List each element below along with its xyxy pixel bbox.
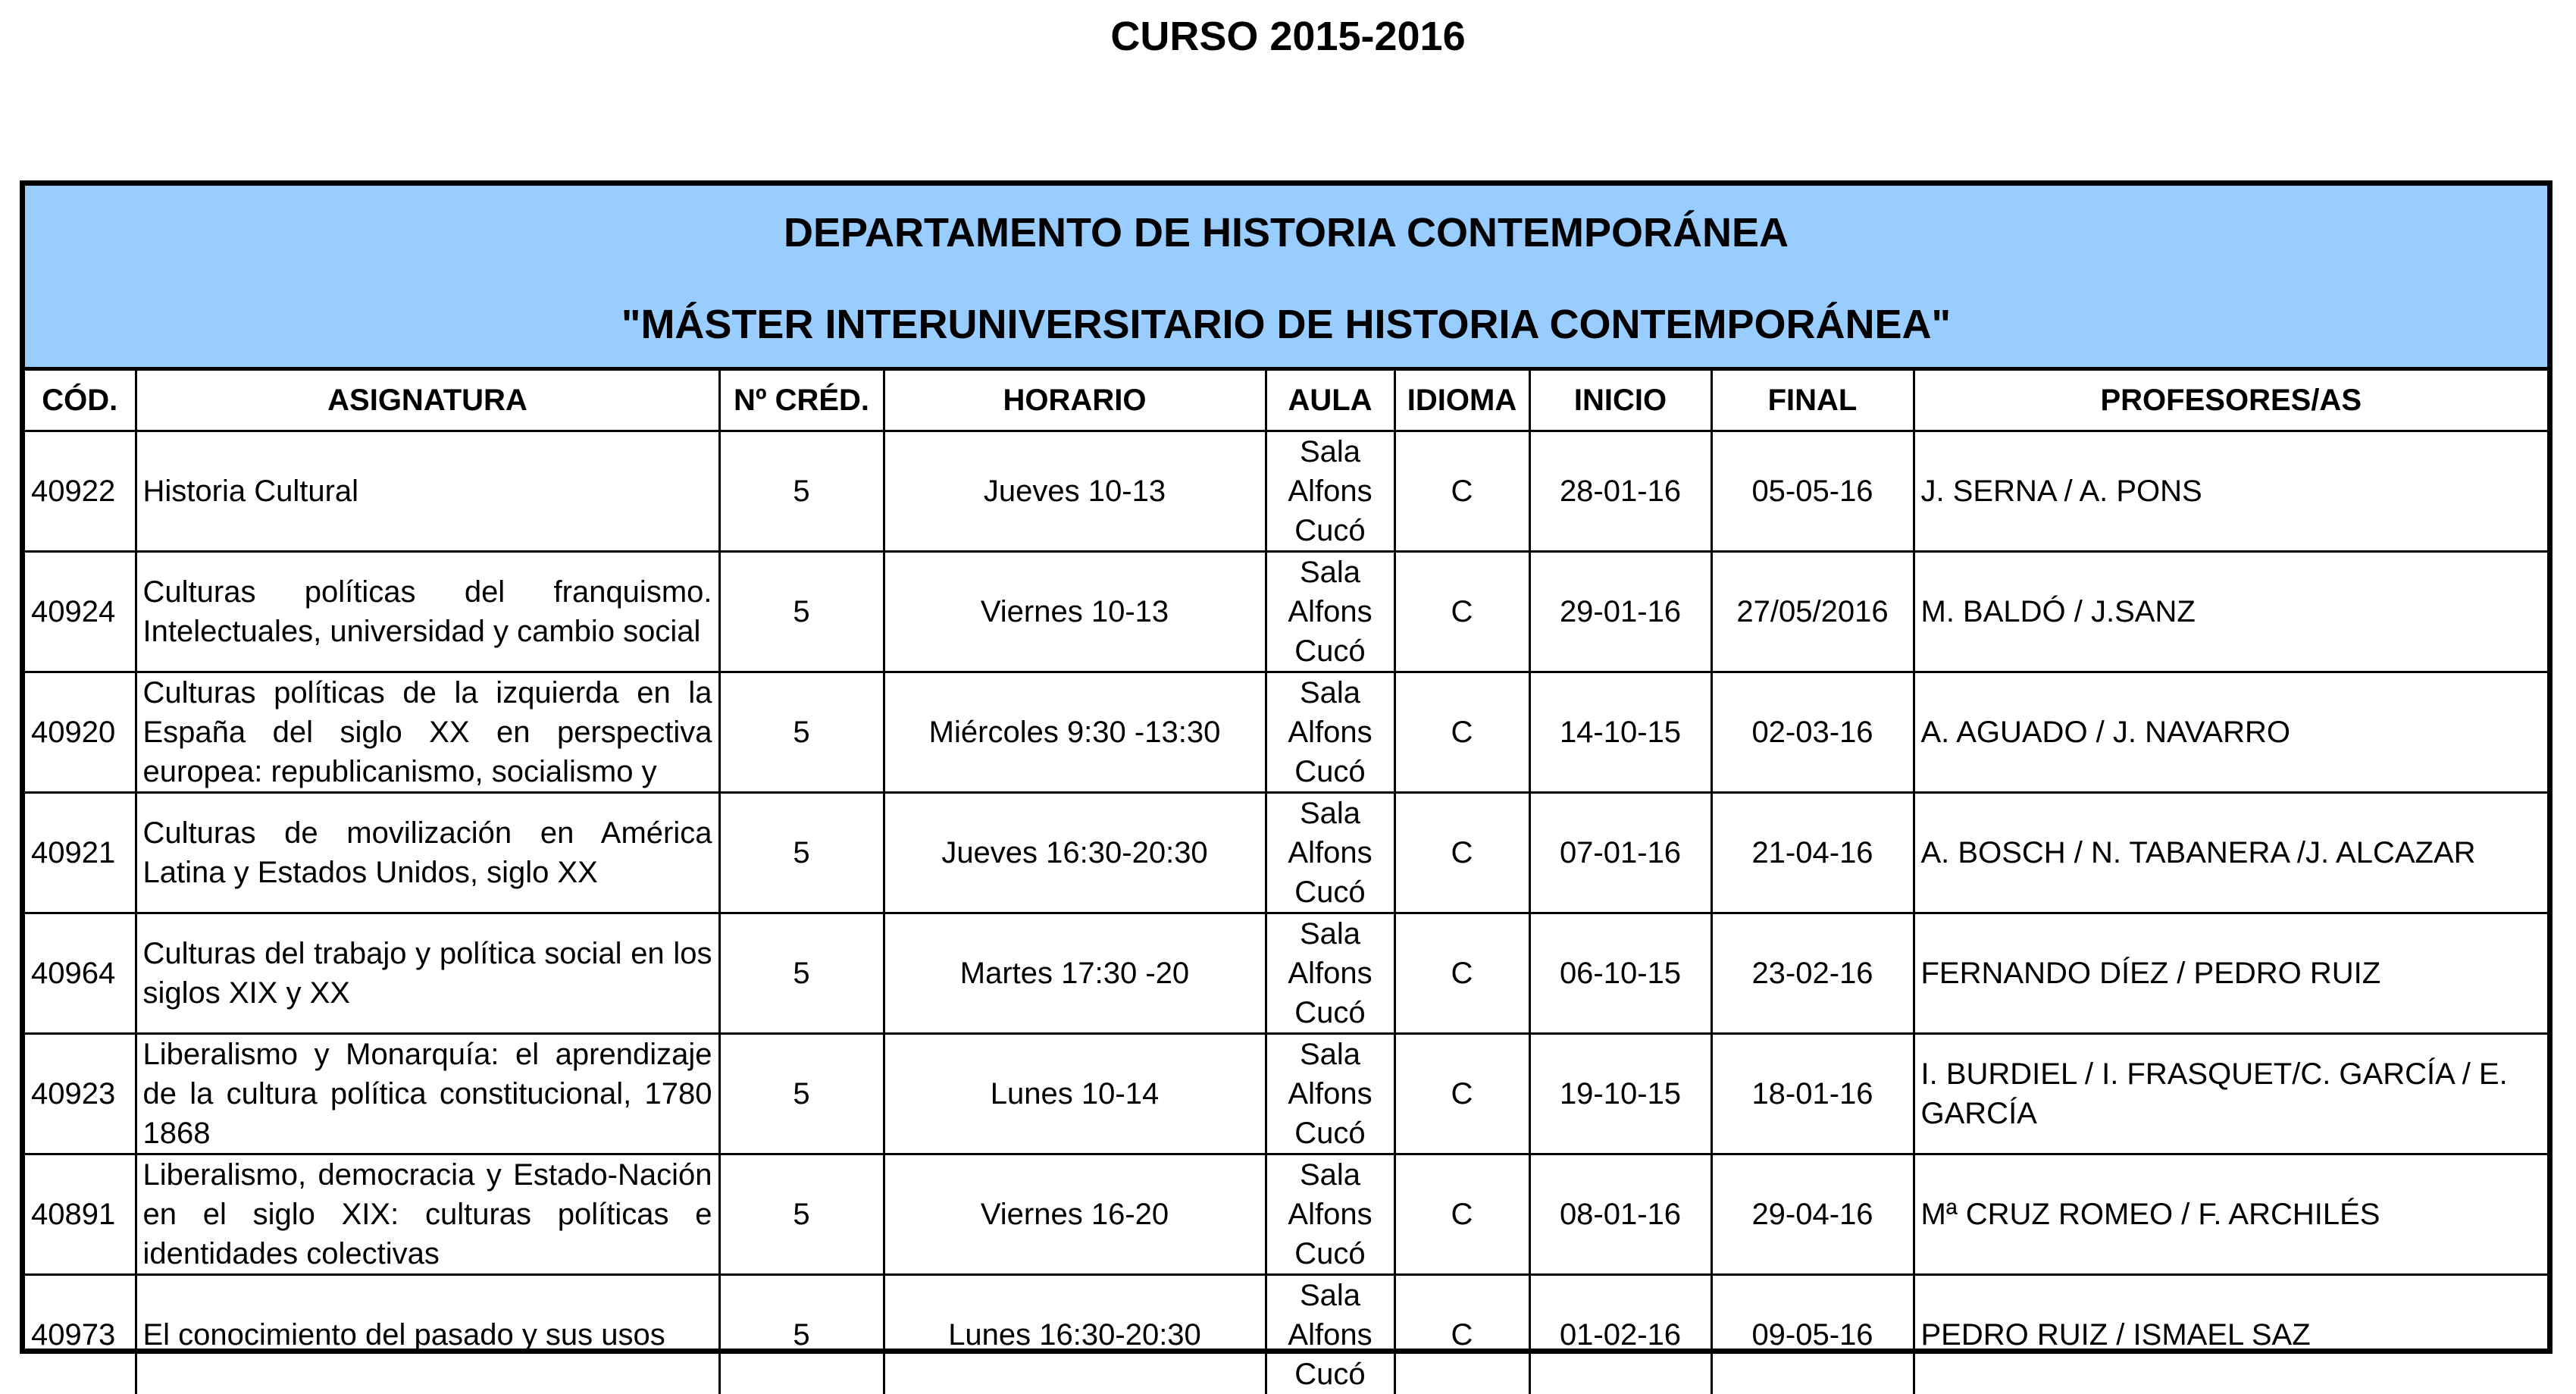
course-sheet xyxy=(20,180,2553,1354)
cell-end: 27/05/2016 xyxy=(1711,552,1914,672)
cell-end: 29-04-16 xyxy=(1711,1154,1914,1275)
header-end: FINAL xyxy=(1711,371,1914,431)
table-row xyxy=(25,1154,2547,1275)
cell-professors: FERNANDO DÍEZ / PEDRO RUIZ xyxy=(1914,913,2547,1034)
cell-credits: 5 xyxy=(719,1154,884,1275)
cell-subject: Historia Cultural xyxy=(136,431,719,552)
cell-end: 02-03-16 xyxy=(1711,672,1914,793)
cell-credits: 5 xyxy=(719,1034,884,1154)
cell-credits: 5 xyxy=(719,1275,884,1394)
cell-subject: Culturas del trabajo y política social en los siglos XIX y XX xyxy=(136,913,719,1034)
cell-room: Sala Alfons Cucó xyxy=(1266,431,1394,552)
cell-professors: J. SERNA / A. PONS xyxy=(1914,431,2547,552)
cell-code: 40923 xyxy=(25,1034,136,1154)
cell-subject: Culturas políticas del franquismo. Intelectuales, universidad y cambio social xyxy=(136,552,719,672)
cell-end: 05-05-16 xyxy=(1711,431,1914,552)
table-row xyxy=(25,793,2547,913)
header-subject: ASIGNATURA xyxy=(136,371,719,431)
header-professors: PROFESORES/AS xyxy=(1914,371,2547,431)
header-code: CÓD. xyxy=(25,371,136,431)
page-title: CURSO 2015-2016 xyxy=(0,9,2576,64)
cell-language: C xyxy=(1394,793,1529,913)
cell-end: 21-04-16 xyxy=(1711,793,1914,913)
header-start: INICIO xyxy=(1529,371,1711,431)
cell-language: C xyxy=(1394,913,1529,1034)
cell-subject: Liberalismo, democracia y Estado-Nación en el siglo XIX: culturas políticas e identidades colectivas xyxy=(136,1154,719,1275)
cell-subject: Liberalismo y Monarquía: el aprendizaje de la cultura política constitucional, 1780 1868 xyxy=(136,1034,719,1154)
header-schedule: HORARIO xyxy=(884,371,1266,431)
cell-professors: PEDRO RUIZ / ISMAEL SAZ xyxy=(1914,1275,2547,1394)
department-banner xyxy=(25,186,2547,371)
cell-language: C xyxy=(1394,1154,1529,1275)
cell-end: 23-02-16 xyxy=(1711,913,1914,1034)
cell-language: C xyxy=(1394,672,1529,793)
cell-professors: A. BOSCH / N. TABANERA /J. ALCAZAR xyxy=(1914,793,2547,913)
cell-schedule: Jueves 16:30-20:30 xyxy=(884,793,1266,913)
cell-code: 40924 xyxy=(25,552,136,672)
cell-start: 19-10-15 xyxy=(1529,1034,1711,1154)
cell-end: 09-05-16 xyxy=(1711,1275,1914,1394)
cell-language: C xyxy=(1394,1034,1529,1154)
cell-code: 40922 xyxy=(25,431,136,552)
cell-room: Sala Alfons Cucó xyxy=(1266,672,1394,793)
header-room: AULA xyxy=(1266,371,1394,431)
table-row xyxy=(25,1034,2547,1154)
cell-code: 40921 xyxy=(25,793,136,913)
cell-schedule: Jueves 10-13 xyxy=(884,431,1266,552)
cell-room: Sala Alfons Cucó xyxy=(1266,552,1394,672)
cell-subject: Culturas políticas de la izquierda en la España del siglo XX en perspectiva europea: republicanismo, socialismo y xyxy=(136,672,719,793)
department-title: DEPARTAMENTO DE HISTORIA CONTEMPORÁNEA xyxy=(25,206,2547,259)
cell-start: 29-01-16 xyxy=(1529,552,1711,672)
cell-end: 18-01-16 xyxy=(1711,1034,1914,1154)
cell-schedule: Lunes 16:30-20:30 xyxy=(884,1275,1266,1394)
cell-language: C xyxy=(1394,1275,1529,1394)
cell-code: 40920 xyxy=(25,672,136,793)
cell-room: Sala Alfons Cucó xyxy=(1266,1034,1394,1154)
cell-professors: M. BALDÓ / J.SANZ xyxy=(1914,552,2547,672)
table-header-row xyxy=(25,371,2547,431)
cell-start: 01-02-16 xyxy=(1529,1275,1711,1394)
cell-credits: 5 xyxy=(719,913,884,1034)
header-language: IDIOMA xyxy=(1394,371,1529,431)
cell-credits: 5 xyxy=(719,431,884,552)
cell-credits: 5 xyxy=(719,552,884,672)
cell-subject: El conocimiento del pasado y sus usos xyxy=(136,1275,719,1394)
course-table xyxy=(25,371,2547,1394)
table-row xyxy=(25,1275,2547,1394)
master-title: "MÁSTER INTERUNIVERSITARIO DE HISTORIA CONTEMPORÁNEA" xyxy=(25,298,2547,351)
cell-start: 08-01-16 xyxy=(1529,1154,1711,1275)
header-credits: Nº CRÉD. xyxy=(719,371,884,431)
table-row xyxy=(25,552,2547,672)
table-row xyxy=(25,672,2547,793)
cell-start: 28-01-16 xyxy=(1529,431,1711,552)
cell-room: Sala Alfons Cucó xyxy=(1266,1154,1394,1275)
cell-professors: I. BURDIEL / I. FRASQUET/C. GARCÍA / E. GARCÍA xyxy=(1914,1034,2547,1154)
cell-code: 40891 xyxy=(25,1154,136,1275)
cell-credits: 5 xyxy=(719,672,884,793)
cell-schedule: Viernes 10-13 xyxy=(884,552,1266,672)
cell-room: Sala Alfons Cucó xyxy=(1266,1275,1394,1394)
cell-professors: Mª CRUZ ROMEO / F. ARCHILÉS xyxy=(1914,1154,2547,1275)
cell-room: Sala Alfons Cucó xyxy=(1266,913,1394,1034)
cell-professors: A. AGUADO / J. NAVARRO xyxy=(1914,672,2547,793)
cell-code: 40973 xyxy=(25,1275,136,1394)
table-row xyxy=(25,431,2547,552)
cell-start: 06-10-15 xyxy=(1529,913,1711,1034)
cell-schedule: Viernes 16-20 xyxy=(884,1154,1266,1275)
cell-credits: 5 xyxy=(719,793,884,913)
cell-language: C xyxy=(1394,431,1529,552)
cell-room: Sala Alfons Cucó xyxy=(1266,793,1394,913)
cell-code: 40964 xyxy=(25,913,136,1034)
cell-start: 14-10-15 xyxy=(1529,672,1711,793)
cell-schedule: Lunes 10-14 xyxy=(884,1034,1266,1154)
cell-subject: Culturas de movilización en América Latina y Estados Unidos, siglo XX xyxy=(136,793,719,913)
cell-schedule: Miércoles 9:30 -13:30 xyxy=(884,672,1266,793)
cell-language: C xyxy=(1394,552,1529,672)
cell-start: 07-01-16 xyxy=(1529,793,1711,913)
cell-schedule: Martes 17:30 -20 xyxy=(884,913,1266,1034)
table-row xyxy=(25,913,2547,1034)
